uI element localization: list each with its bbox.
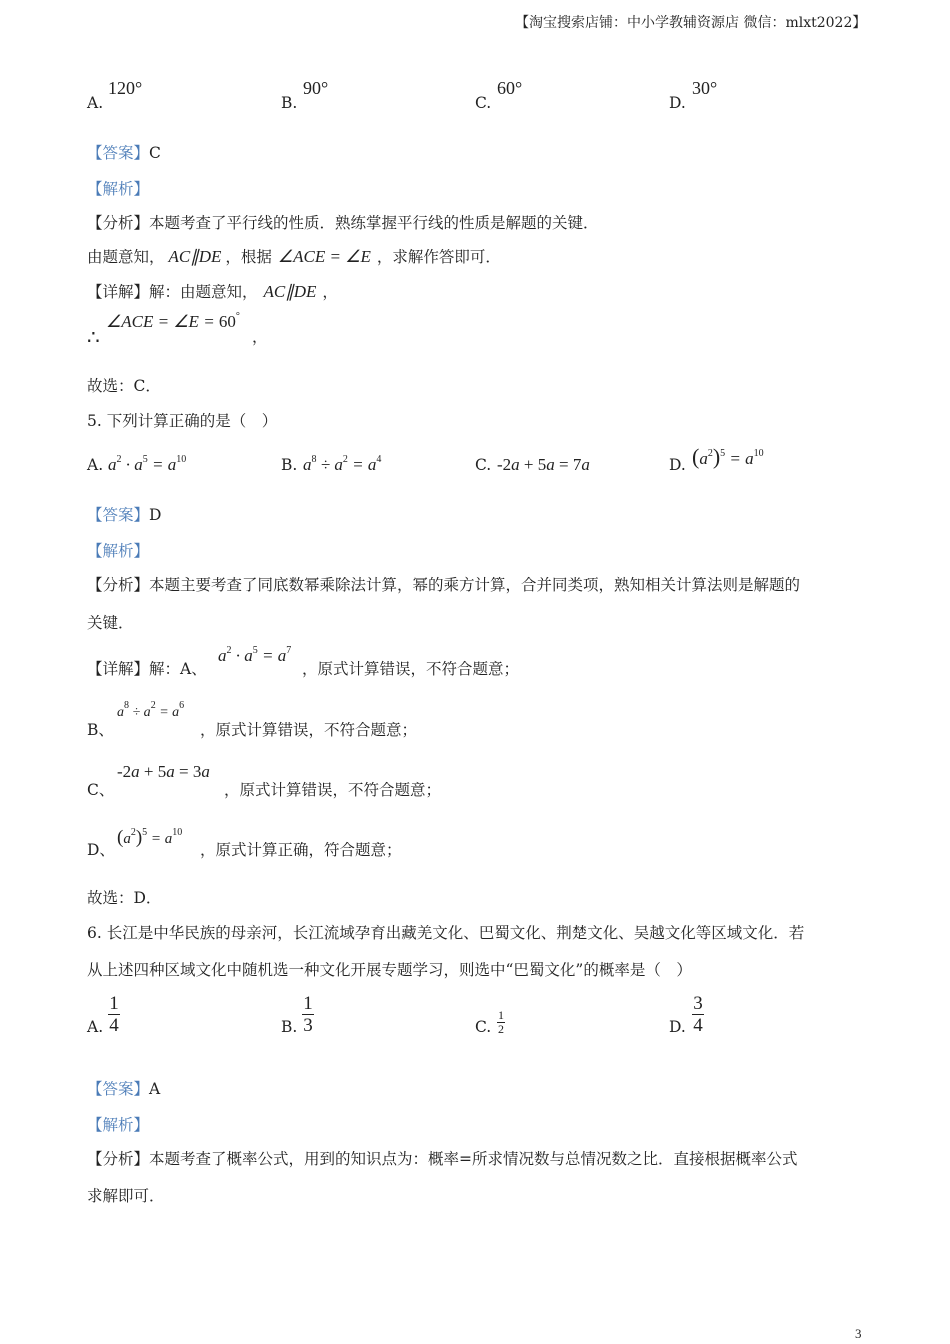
xiangjie-tag: 【详解】 [87, 660, 150, 678]
page-number: 3 [855, 1326, 862, 1341]
numerator: 1 [303, 993, 313, 1014]
q5-step-d-verdict: ，原式计算正确，符合题意； [200, 841, 402, 859]
q4-fenxi [87, 211, 599, 233]
q6-stem-line2: 从上述四种区域文化中随机选一种文化开展专题学习，则选中“巴蜀文化”的概率是（ ） [87, 961, 692, 979]
q5-option-d-formula: $(a^2)^5 = a^{10}$ [692, 444, 764, 469]
q5-step-a-formula: $a^2 \cdot a^5 = a^7$ [218, 645, 292, 665]
q5-option-b-formula: $a^8 \div a^2 = a^4$ [303, 454, 382, 474]
q6-option-c-letter: C. [475, 1018, 492, 1036]
q5-step-b-verdict: ，原式计算错误，不符合题意； [200, 721, 418, 739]
fenxi-tag: 【分析】 [87, 576, 150, 594]
q5-option-a-letter: A. [87, 456, 104, 474]
therefore-symbol: ∴ [87, 325, 100, 349]
answer-value: A [149, 1080, 161, 1098]
q5-option-a-formula: $a^2 \cdot a^5 = a^{10}$ [108, 454, 187, 474]
q6-stem-line1: 6. 长江是中华民族的母亲河，长江流域孕育出藏羌文化、巴蜀文化、荆楚文化、吴越文化等区域文化．若 [87, 924, 805, 942]
q6-option-b-letter: B. [281, 1018, 298, 1036]
numerator: 1 [109, 993, 119, 1014]
q4-xiangjie [87, 280, 338, 302]
q6-option-a-letter: A. [87, 1018, 104, 1036]
q4-option-d-value: 30° [692, 78, 718, 98]
q4-answer [87, 141, 161, 163]
answer-tag: 【答案】 [87, 144, 150, 162]
q4-pick: 故选：C． [87, 377, 161, 395]
q5-fenxi-line2: 关键． [87, 614, 134, 632]
q5-analysis-tag: 【解析】 [87, 542, 150, 560]
denominator: 4 [109, 1015, 119, 1036]
q4-option-c-value: 60° [497, 78, 523, 98]
q4-option-d-letter: D. [669, 94, 686, 112]
denominator: 3 [303, 1015, 313, 1036]
q5-pick: 故选：D． [87, 889, 162, 907]
fenxi-text1: 本题考查了概率公式，用到的知识点为：概率=所求情况数与总情况数之比．直接根据概率公式 [149, 1150, 798, 1168]
q6-option-a-fraction [108, 993, 120, 1036]
formula-angle-result: ∠ACE = ∠E = 60° [106, 311, 240, 331]
q6-option-c-fraction [497, 1009, 505, 1036]
q5-step-a-verdict: ，原式计算错误，不符合题意； [302, 660, 520, 678]
formula-ac-parallel-de-2: AC∥DE [263, 282, 317, 301]
denominator: 2 [498, 1022, 504, 1036]
q4-comma: ， [252, 328, 268, 346]
fenxi-text1: 本题主要考查了同底数幂乘除法计算，幂的乘方计算，合并同类项，熟知相关计算法则是解题的 [149, 576, 801, 594]
xiangjie-tag: 【详解】 [87, 283, 150, 301]
q6-fenxi-line1 [87, 1147, 798, 1169]
formula-angle-ace-eq-e: ∠ACE = ∠E [277, 247, 371, 266]
q4-option-c-letter: C. [475, 94, 492, 112]
answer-tag: 【答案】 [87, 506, 150, 524]
q5-option-b-letter: B. [281, 456, 298, 474]
fenxi-tag: 【分析】 [87, 1150, 150, 1168]
answer-value: C [149, 144, 161, 162]
q6-answer [87, 1077, 160, 1099]
q5-stem: 5. 下列计算正确的是（ ） [87, 412, 278, 430]
q6-analysis-tag: 【解析】 [87, 1116, 150, 1134]
q6-option-d-letter: D. [669, 1018, 686, 1036]
fenxi-tag: 【分析】 [87, 214, 150, 232]
formula-ac-parallel-de: AC∥DE [168, 247, 222, 266]
q5-option-c-letter: C. [475, 456, 492, 474]
answer-tag: 【答案】 [87, 1080, 150, 1098]
q5-step-c-verdict: ，原式计算错误，不符合题意； [224, 781, 442, 799]
xiangjie-a: 解：由题意知， [149, 283, 258, 301]
q5-fenxi-line1 [87, 573, 800, 595]
numerator: 1 [498, 1008, 504, 1022]
q5-step-c-label: C、 [87, 781, 115, 799]
q4-option-a-letter: A. [87, 94, 104, 112]
q5-option-d-letter: D. [669, 456, 686, 474]
q5-step-b-label: B、 [87, 721, 114, 739]
line2-a: 由题意知， [87, 248, 165, 266]
xiangjie-b: ， [322, 283, 338, 301]
q4-line2 [87, 245, 501, 267]
q6-option-b-fraction [302, 993, 314, 1036]
q5-step-d-formula: $(a^2)^5 = a^{10}$ [117, 827, 183, 848]
line2-b: ，根据 [225, 248, 272, 266]
q5-answer [87, 503, 161, 525]
q5-step-b-formula: $a^8 \div a^2 = a^6$ [117, 700, 185, 720]
answer-value: D [149, 506, 162, 524]
line2-c: ，求解作答即可． [376, 248, 501, 266]
q6-fenxi-line2: 求解即可． [87, 1187, 165, 1205]
numerator: 3 [693, 993, 703, 1014]
q4-analysis-tag: 【解析】 [87, 180, 150, 198]
header-watermark: 【淘宝搜索店铺：中小学教辅资源店 微信：mlxt2022】 [515, 15, 867, 31]
q5-xiangjie-a [87, 657, 207, 679]
xiangjie-label-a: 解：A、 [149, 660, 207, 678]
q6-option-d-fraction [692, 993, 704, 1036]
denominator: 4 [693, 1015, 703, 1036]
q5-option-c-formula: -2a + 5a = 7a [497, 455, 590, 474]
q4-option-b-letter: B. [281, 94, 298, 112]
q5-step-d-label: D、 [87, 841, 115, 859]
fenxi-text: 本题考查了平行线的性质．熟练掌握平行线的性质是解题的关键． [149, 214, 599, 232]
q4-option-a-value: 120° [108, 78, 143, 98]
q4-option-b-value: 90° [303, 78, 329, 98]
q5-step-c-formula: -2a + 5a = 3a [117, 762, 210, 781]
